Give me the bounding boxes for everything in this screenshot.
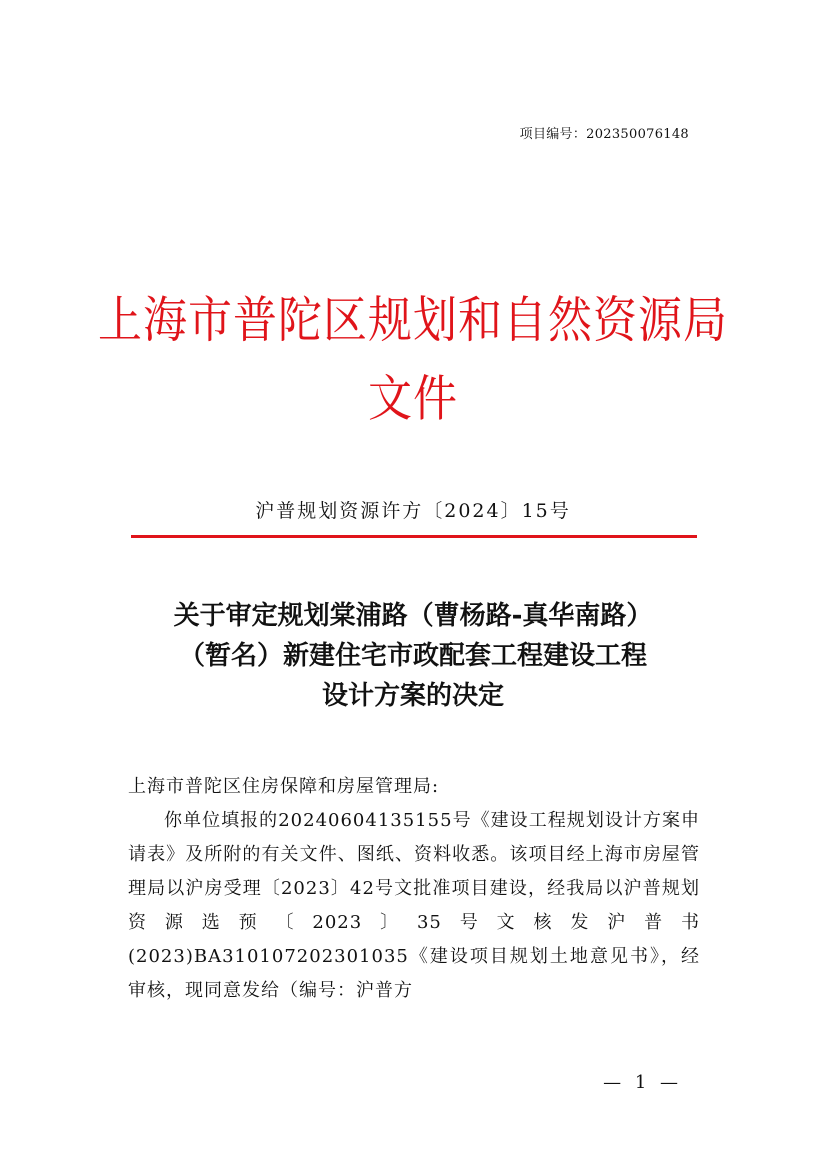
document-number: 沪普规划资源许方〔2024〕15号 [255,500,571,522]
addressee: 上海市普陀区住房保障和房屋管理局: [128,776,440,797]
title-line-3: 设计方案的决定 [321,681,504,711]
project-number: 项目编号：202350076148 [519,127,689,142]
issuer-name: 上海市普陀区规划和自然资源局 [98,292,728,350]
title-line-2: （暂名）新建住宅市政配套工程建设工程 [178,641,647,671]
body-paragraph: 你单位填报的20240604135155号《建设工程规划设计方案申请表》及所附的有关文件、图纸、资料收悉。该项目经上海市房屋管理局以沪房受理〔2023〕42号文批准项目建设，经我局以沪普规划资源选预〔2023〕35号文核发沪普书(2023)BA310107202301035《建设项目规划土地意见书》，经审核，现同意发给（编号：沪普方 [128,810,700,1001]
issuing-authority [0,282,826,439]
document-body [128,770,700,1008]
red-divider [131,535,697,538]
page-number: — 1 — [603,1072,682,1093]
issuer-file-label: 文件 [368,370,458,428]
document-title [116,596,710,716]
title-line-1: 关于审定规划棠浦路（曹杨路-真华南路） [173,601,653,631]
